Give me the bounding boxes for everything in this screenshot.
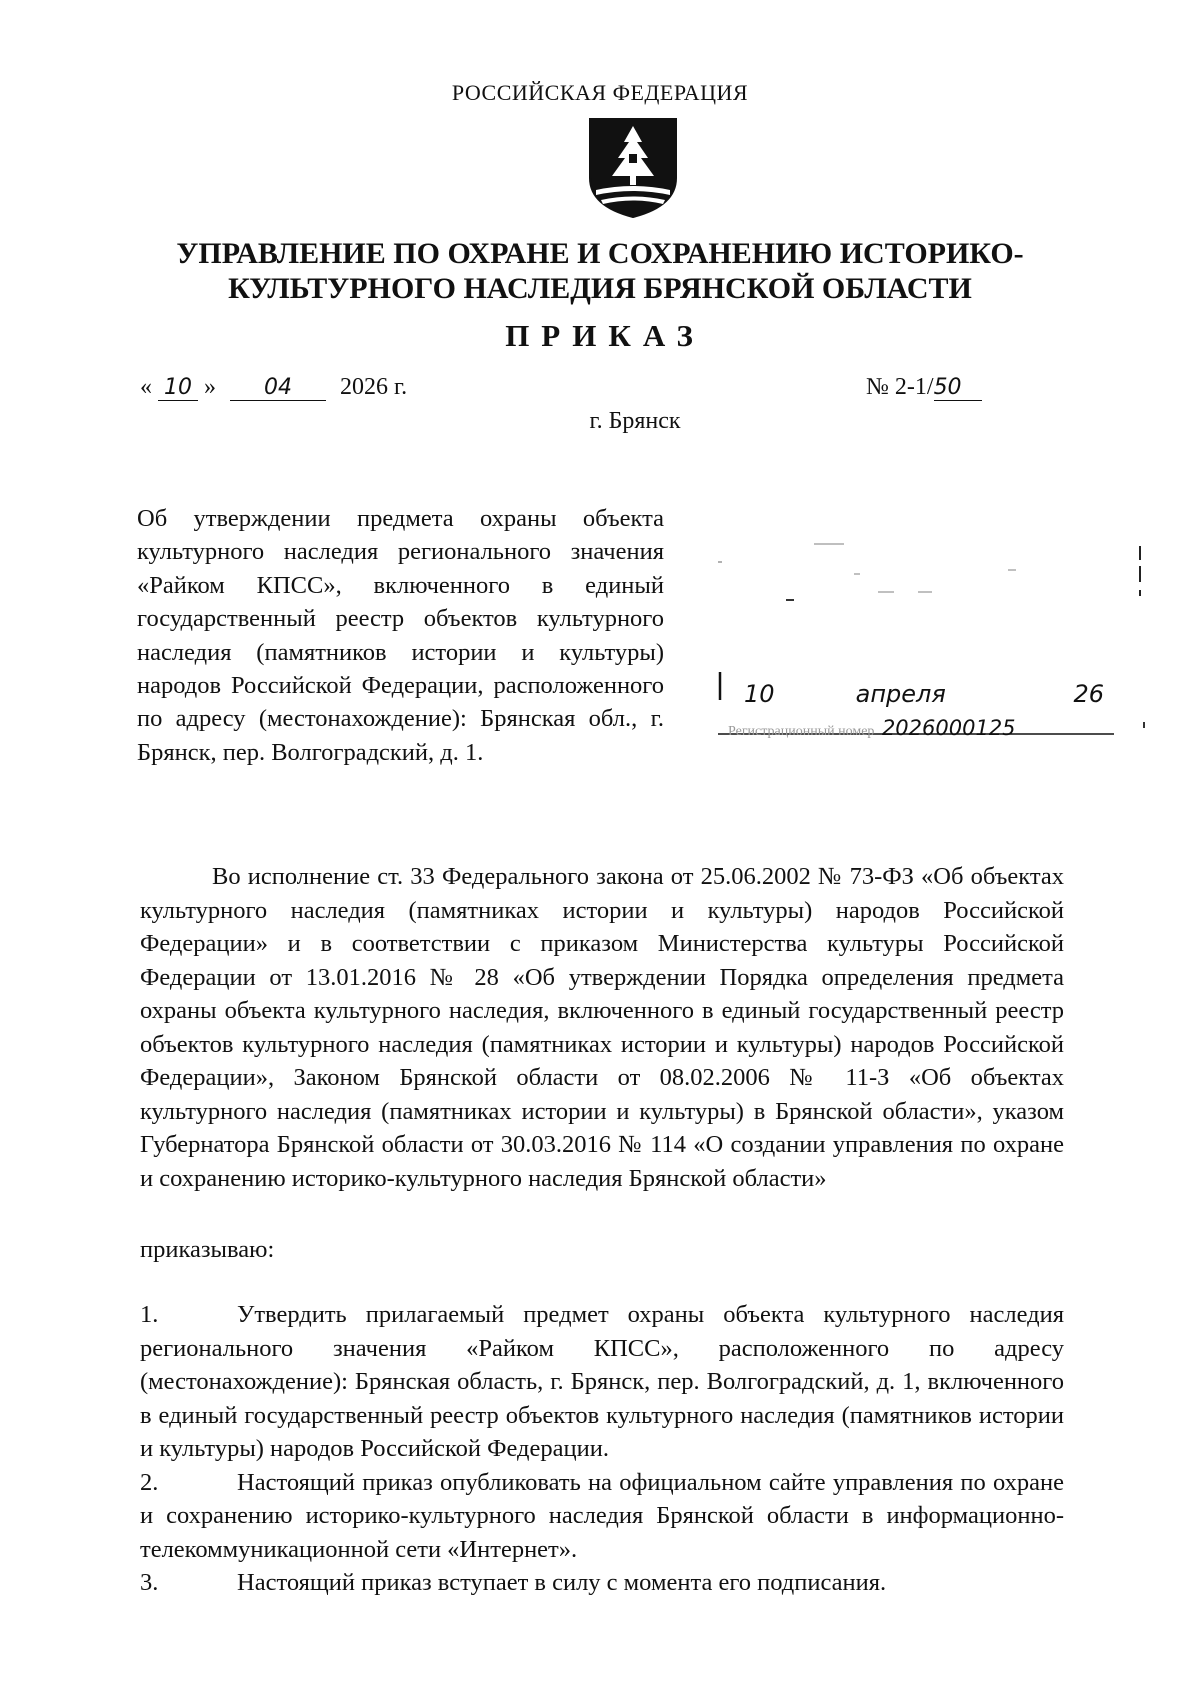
order-item-number: 2. (140, 1468, 159, 1496)
order-word: приказываю: (140, 1236, 275, 1263)
stamp-month-handwritten: апреля (855, 680, 946, 708)
order-item (140, 1466, 1064, 1567)
order-item-number: 3. (140, 1569, 159, 1596)
agency-title (150, 236, 1050, 306)
date-month-handwritten: 04 (230, 375, 326, 401)
document-type-title: ПРИКАЗ (505, 318, 705, 353)
stamp-date (744, 680, 1104, 708)
order-item (140, 1566, 1064, 1600)
stamp-year-handwritten: 26 (1073, 680, 1105, 708)
order-preamble: Во исполнение ст. 33 Федерального закона от 25.06.2002 № 73-ФЗ «Об объектах культурного наследия (памятниках истории и культуры) народов Российской Федерации» и в соответствии с приказом Министерства культуры Российской Федерации от 13.01.2016 № 28 «Об утверждении Порядка определения предмета охраны объекта культурного наследия, включенного в единый государственный реестр объектов культурного наследия (памятниках истории и культуры) народов Российской Федерации», Законом Брянской области от 08.02.2006 № 11-З «Об объектах культурного наследия (памятниках истории и культуры) в Брянской области», указом Губернатора Брянской области от 30.03.2016 № 114 «О создании управления по охране и сохранению историко-культурного наследия Брянской области» (140, 863, 1064, 1192)
registration-stamp (718, 530, 1150, 750)
order-date (140, 374, 407, 401)
order-number-handwritten: 50 (934, 375, 982, 401)
stamp-reg-label: Регистрационный номер (728, 724, 875, 739)
order-item-text: Настоящий приказ опубликовать на официальном сайте управления по охране и сохранению историко-культурного наследия Брянской области в информационно-телекоммуникационной сети «Интернет». (140, 1468, 1064, 1563)
agency-title-line1: УПРАВЛЕНИЕ ПО ОХРАНЕ И СОХРАНЕНИЮ ИСТОРИКО- (176, 237, 1024, 270)
order-item-text: Настоящий приказ вступает в силу с момента его подписания. (237, 1569, 887, 1596)
order-number (866, 374, 982, 401)
agency-title-line2: КУЛЬТУРНОГО НАСЛЕДИЯ БРЯНСКОЙ ОБЛАСТИ (228, 272, 972, 305)
country-header: РОССИЙСКАЯ ФЕДЕРАЦИЯ (451, 80, 749, 105)
stamp-registration (728, 716, 1138, 740)
date-year: 2026 г. (340, 374, 408, 400)
order-number-prefix: № 2-1/ (866, 374, 934, 400)
date-day-handwritten: 10 (158, 375, 198, 401)
order-item (140, 1298, 1064, 1466)
bryansk-coat-of-arms-icon (586, 116, 680, 220)
date-open-quote: « (140, 374, 152, 400)
city-line: г. Брянск (589, 408, 681, 434)
order-items (140, 1298, 1064, 1600)
order-subject: Об утверждении предмета охраны объекта культурного наследия регионального значения «Райком КПСС», включенного в единый государственный реестр объектов культурного наследия (памятников истории и культуры) народов Российской Федерации, расположенного по адресу (местонахождение): Брянская обл., г. Брянск, пер. Волгоградский, д. 1. (137, 505, 664, 766)
stamp-reg-number-handwritten: 2026000125 (881, 716, 1016, 740)
stamp-day-handwritten: 10 (744, 680, 775, 708)
date-close-quote: » (204, 374, 216, 400)
order-item-text: Утвердить прилагаемый предмет охраны объекта культурного наследия регионального значения «Райком КПСС», расположенного по адресу (местонахождение): Брянская область, г. Брянск, пер. Волгоградский, д. 1, включенного в единый государственный реестр объектов культурного наследия (памятников истории и культуры) народов Российской Федерации. (140, 1301, 1064, 1462)
order-item-number: 1. (140, 1301, 159, 1328)
